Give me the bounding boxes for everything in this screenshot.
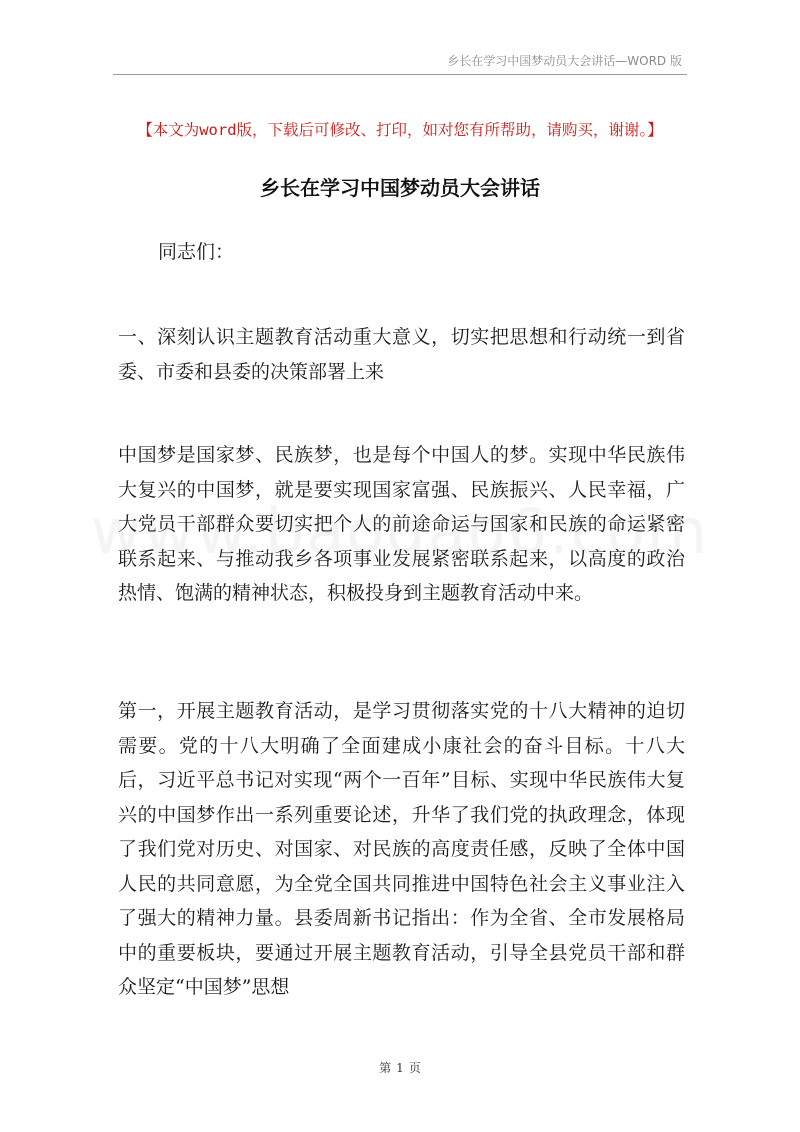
body-paragraph: 中国梦是国家梦、民族梦，也是每个中国人的梦。实现中华民族伟大复兴的中国梦，就是要实现国家富强、民族振兴、人民幸福，广大党员干部群众要切实把个人的前途命运与国家和民族的命运紧密联系起来、与推动我乡各项事业发展紧密联系起来，以高度的政治热情、饱满的精神状态，积极投身到主题教育活动中来。	[118, 444, 685, 604]
body-paragraph: 第一，开展主题教育活动，是学习贯彻落实党的十八大精神的迫切需要。党的十八大明确了全面建成小康社会的奋斗目标。十八大后，习近平总书记对实现“两个一百年”目标、实现中华民族伟大复兴的中国梦作出一系列重要论述，升华了我们党的执政理念，体现了我们党对历史、对国家、对民族的高度责任感，反映了全体中国人民的共同意愿，为全党全国共同推进中国特色社会主义事业注入了强大的精神力量。县委周新书记指出：作为全省、全市发展格局中的重要板块，要通过开展主题教育活动，引导全县党员干部和群众坚定“中国梦”思想	[118, 700, 685, 998]
running-header: 乡长在学习中国梦动员大会讲话—WORD 版	[447, 54, 682, 68]
footer-prefix: 第	[379, 1061, 392, 1075]
page-number: 1	[396, 1061, 404, 1075]
section-heading: 一、深刻认识主题教育活动重大意义，切实把思想和行动统一到省委、市委和县委的决策部署上来	[118, 326, 685, 383]
footer-suffix: 页	[408, 1061, 421, 1075]
page-footer	[0, 1059, 800, 1076]
header-divider	[113, 74, 687, 75]
document-title: 乡长在学习中国梦动员大会讲话	[260, 176, 540, 200]
salutation: 同志们：	[158, 241, 235, 263]
purchase-notice: 【本文为word版，下载后可修改、打印，如对您有所帮助，请购买，谢谢。】	[137, 121, 663, 139]
